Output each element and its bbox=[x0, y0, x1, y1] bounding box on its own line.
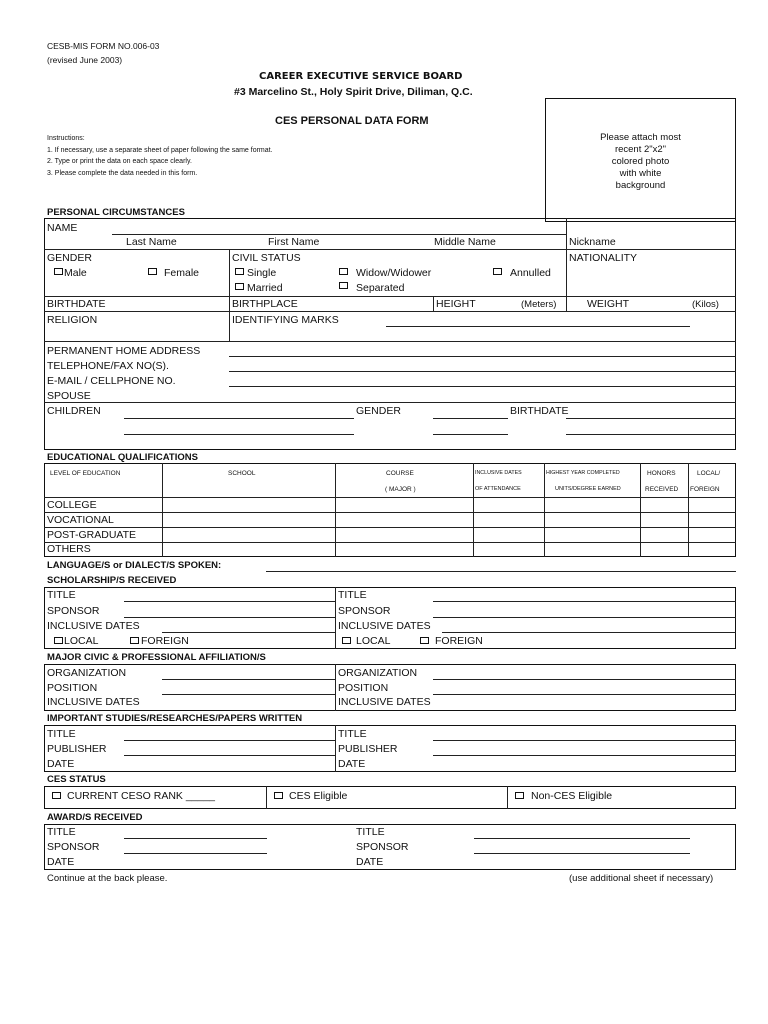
civic-position-2: POSITION bbox=[338, 682, 389, 694]
female-checkbox[interactable] bbox=[148, 268, 157, 275]
middle-name-label: Middle Name bbox=[434, 236, 496, 248]
civic-position-line-2[interactable] bbox=[433, 694, 736, 695]
height-label: HEIGHT bbox=[436, 298, 476, 310]
row-divider bbox=[44, 512, 736, 513]
children-label: CHILDREN bbox=[47, 405, 101, 417]
col-divider bbox=[640, 463, 641, 557]
scholarship-dates-2: INCLUSIVE DATES bbox=[338, 620, 431, 632]
scholarship-local-checkbox-1[interactable] bbox=[54, 637, 63, 644]
education-row-postgrad: POST-GRADUATE bbox=[47, 529, 137, 541]
child-gender-line-2[interactable] bbox=[433, 434, 508, 435]
award-title-line-2[interactable] bbox=[474, 838, 690, 839]
email-label: E-MAIL / CELLPHONE NO. bbox=[47, 375, 176, 387]
studies-publisher-line-2[interactable] bbox=[433, 755, 736, 756]
civic-position-line-1[interactable] bbox=[162, 694, 335, 695]
widow-checkbox[interactable] bbox=[339, 268, 348, 275]
col-divider bbox=[544, 463, 545, 557]
scholarship-foreign-checkbox-1[interactable] bbox=[130, 637, 139, 644]
annulled-checkbox[interactable] bbox=[493, 268, 502, 275]
spouse-label: SPOUSE bbox=[47, 390, 91, 402]
col-divider bbox=[335, 587, 336, 649]
award-date-2: DATE bbox=[356, 856, 384, 868]
col-divider bbox=[335, 664, 336, 711]
col-honors-2: RECEIVED bbox=[645, 486, 679, 493]
continue-note: Continue at the back please. bbox=[47, 873, 168, 884]
row-divider bbox=[44, 527, 736, 528]
annulled-label: Annulled bbox=[510, 267, 551, 279]
photo-line-4: with white bbox=[619, 168, 662, 179]
scholarship-foreign-2: FOREIGN bbox=[435, 635, 483, 647]
education-row-others: OTHERS bbox=[47, 543, 91, 555]
col-divider bbox=[266, 786, 267, 809]
row-divider bbox=[44, 311, 736, 312]
child-name-line-2[interactable] bbox=[124, 434, 354, 435]
col-local-2: FOREIGN bbox=[690, 486, 720, 493]
scholarship-local-checkbox-2[interactable] bbox=[342, 637, 351, 644]
scholarship-dates-line-1[interactable] bbox=[162, 632, 335, 633]
female-label: Female bbox=[164, 267, 200, 279]
ceso-rank-checkbox[interactable] bbox=[52, 792, 61, 799]
scholarship-sponsor-line-2[interactable] bbox=[433, 617, 736, 618]
non-ces-eligible-checkbox[interactable] bbox=[515, 792, 524, 799]
form-title: CES PERSONAL DATA FORM bbox=[275, 115, 429, 127]
awards-heading: AWARD/S RECEIVED bbox=[47, 812, 143, 823]
row-divider bbox=[44, 542, 736, 543]
scholarship-heading: SCHOLARSHIP/S RECEIVED bbox=[47, 575, 177, 586]
col-honors-1: HONORS bbox=[647, 470, 676, 477]
instructions-heading: Instructions: bbox=[47, 135, 85, 142]
language-label: LANGUAGE/S or DIALECT/S SPOKEN: bbox=[47, 560, 222, 571]
col-year-2: UNITS/DEGREE EARNED bbox=[555, 486, 621, 492]
scholarship-local-2: LOCAL bbox=[356, 635, 391, 647]
col-divider bbox=[335, 725, 336, 772]
civic-org-1: ORGANIZATION bbox=[47, 667, 127, 679]
studies-publisher-line-1[interactable] bbox=[124, 755, 335, 756]
gender-label: GENDER bbox=[47, 252, 92, 264]
birthplace-label: BIRTHPLACE bbox=[232, 298, 298, 310]
religion-label: RELIGION bbox=[47, 314, 98, 326]
education-row-vocational: VOCATIONAL bbox=[47, 514, 114, 526]
scholarship-dates-1: INCLUSIVE DATES bbox=[47, 620, 140, 632]
studies-heading: IMPORTANT STUDIES/RESEARCHES/PAPERS WRITTEN bbox=[47, 713, 303, 724]
civic-org-line-1[interactable] bbox=[162, 679, 335, 680]
col-divider bbox=[162, 463, 163, 557]
col-dates-1: INCLUSIVE DATES bbox=[475, 470, 522, 476]
scholarship-sponsor-1: SPONSOR bbox=[47, 605, 100, 617]
child-gender-label: GENDER bbox=[356, 405, 401, 417]
col-course: COURSE bbox=[386, 470, 414, 477]
civil-status-label: CIVIL STATUS bbox=[232, 252, 301, 264]
telephone-label: TELEPHONE/FAX NO(S). bbox=[47, 360, 169, 372]
male-label: Male bbox=[64, 267, 87, 279]
separated-label: Separated bbox=[356, 282, 405, 294]
child-birthdate-line-2[interactable] bbox=[566, 434, 736, 435]
col-level: LEVEL OF EDUCATION bbox=[50, 470, 121, 477]
instruction-3: 3. Please complete the data needed in this form. bbox=[47, 170, 198, 177]
scholarship-sponsor-2: SPONSOR bbox=[338, 605, 391, 617]
civic-heading: MAJOR CIVIC & PROFESSIONAL AFFILIATION/S bbox=[47, 652, 266, 663]
photo-line-3: colored photo bbox=[611, 156, 670, 167]
male-checkbox[interactable] bbox=[54, 268, 63, 275]
scholarship-title-line-1[interactable] bbox=[124, 601, 335, 602]
instruction-2: 2. Type or print the data on each space clearly. bbox=[47, 158, 192, 165]
photo-line-1: Please attach most bbox=[600, 132, 681, 143]
col-dates-2: OF ATTENDANCE bbox=[475, 486, 521, 492]
revised-date: (revised June 2003) bbox=[47, 55, 123, 65]
single-label: Single bbox=[247, 267, 277, 279]
award-sponsor-1: SPONSOR bbox=[47, 841, 100, 853]
col-divider bbox=[566, 296, 567, 312]
permanent-address-label: PERMANENT HOME ADDRESS bbox=[47, 345, 201, 357]
education-row-college: COLLEGE bbox=[47, 499, 97, 511]
award-sponsor-line-1[interactable] bbox=[124, 853, 267, 854]
scholarship-sponsor-line-1[interactable] bbox=[124, 617, 335, 618]
email-line[interactable] bbox=[229, 386, 736, 387]
row-divider bbox=[44, 402, 736, 403]
name-line[interactable] bbox=[112, 234, 566, 235]
name-label: NAME bbox=[47, 222, 78, 234]
widow-label: Widow/Widower bbox=[356, 267, 432, 279]
award-sponsor-2: SPONSOR bbox=[356, 841, 409, 853]
civic-org-line-2[interactable] bbox=[433, 679, 736, 680]
kilos-unit: (Kilos) bbox=[692, 299, 719, 310]
col-divider bbox=[229, 249, 230, 297]
personal-heading: PERSONAL CIRCUMSTANCES bbox=[47, 207, 185, 218]
studies-title-2: TITLE bbox=[338, 728, 367, 740]
telephone-line[interactable] bbox=[229, 371, 736, 372]
identifying-marks-label: IDENTIFYING MARKS bbox=[232, 314, 339, 326]
col-local-1: LOCAL/ bbox=[697, 470, 721, 477]
instruction-1: 1. If necessary, use a separate sheet of paper following the same format. bbox=[47, 147, 273, 154]
scholarship-foreign-checkbox-2[interactable] bbox=[420, 637, 429, 644]
col-year-1: HIGHEST YEAR COMPLETED bbox=[546, 470, 620, 476]
row-divider bbox=[44, 296, 736, 297]
last-name-label: Last Name bbox=[126, 236, 177, 248]
studies-date-1: DATE bbox=[47, 758, 75, 770]
award-sponsor-line-2[interactable] bbox=[474, 853, 690, 854]
award-title-line-1[interactable] bbox=[124, 838, 267, 839]
identifying-marks-line[interactable] bbox=[386, 326, 690, 327]
permanent-address-line[interactable] bbox=[229, 356, 736, 357]
studies-title-line-1[interactable] bbox=[124, 740, 335, 741]
studies-date-2: DATE bbox=[338, 758, 366, 770]
ces-eligible-checkbox[interactable] bbox=[274, 792, 283, 799]
language-line[interactable] bbox=[266, 571, 736, 572]
first-name-label: First Name bbox=[268, 236, 320, 248]
award-title-2: TITLE bbox=[356, 826, 385, 838]
award-date-1: DATE bbox=[47, 856, 75, 868]
civic-dates-2: INCLUSIVE DATES bbox=[338, 696, 431, 708]
col-divider bbox=[335, 463, 336, 557]
non-ces-eligible-label: Non-CES Eligible bbox=[531, 790, 613, 802]
agency-name: CAREER EXECUTIVE SERVICE BOARD bbox=[259, 71, 463, 82]
child-name-line-1[interactable] bbox=[124, 418, 354, 419]
meters-unit: (Meters) bbox=[521, 299, 557, 310]
civic-org-2: ORGANIZATION bbox=[338, 667, 418, 679]
form-number: CESB-MIS FORM NO.006-03 bbox=[47, 41, 160, 51]
single-checkbox[interactable] bbox=[235, 268, 244, 275]
scholarship-title-1: TITLE bbox=[47, 589, 76, 601]
birthdate-label: BIRTHDATE bbox=[47, 298, 106, 310]
nationality-label: NATIONALITY bbox=[569, 252, 638, 264]
married-label: Married bbox=[247, 282, 283, 294]
scholarship-title-line-2[interactable] bbox=[433, 601, 736, 602]
photo-line-2: recent 2"x2" bbox=[614, 144, 667, 155]
additional-sheet-note: (use additional sheet if necessary) bbox=[569, 873, 714, 884]
nickname-label: Nickname bbox=[569, 236, 616, 248]
married-checkbox[interactable] bbox=[235, 283, 244, 290]
civic-position-1: POSITION bbox=[47, 682, 98, 694]
col-divider bbox=[566, 249, 567, 297]
row-divider bbox=[44, 341, 736, 342]
weight-label: WEIGHT bbox=[587, 298, 629, 310]
studies-publisher-1: PUBLISHER bbox=[47, 743, 107, 755]
col-divider bbox=[433, 296, 434, 312]
col-school: SCHOOL bbox=[228, 470, 256, 477]
award-title-1: TITLE bbox=[47, 826, 76, 838]
scholarship-local-1: LOCAL bbox=[64, 635, 99, 647]
scholarship-title-2: TITLE bbox=[338, 589, 367, 601]
row-divider bbox=[44, 249, 736, 250]
photo-line-5: background bbox=[615, 180, 666, 191]
child-birthdate-label: BIRTHDATE bbox=[510, 405, 569, 417]
nickname-divider bbox=[566, 218, 567, 250]
col-divider bbox=[507, 786, 508, 809]
separated-checkbox[interactable] bbox=[339, 282, 348, 289]
row-divider bbox=[44, 497, 736, 498]
studies-title-1: TITLE bbox=[47, 728, 76, 740]
education-heading: EDUCATIONAL QUALIFICATIONS bbox=[47, 452, 198, 463]
scholarship-dates-line-2[interactable] bbox=[442, 632, 736, 633]
col-divider bbox=[688, 463, 689, 557]
ceso-rank-label: CURRENT CESO RANK _____ bbox=[67, 790, 216, 802]
col-major: ( MAJOR ) bbox=[385, 486, 416, 493]
col-divider bbox=[473, 463, 474, 557]
scholarship-foreign-1: FOREIGN bbox=[141, 635, 189, 647]
agency-address: #3 Marcelino St., Holy Spirit Drive, Diliman, Q.C. bbox=[234, 86, 473, 98]
ces-eligible-label: CES Eligible bbox=[289, 790, 348, 802]
child-gender-line-1[interactable] bbox=[433, 418, 508, 419]
studies-title-line-2[interactable] bbox=[433, 740, 736, 741]
ces-status-heading: CES STATUS bbox=[47, 774, 106, 785]
studies-publisher-2: PUBLISHER bbox=[338, 743, 398, 755]
civic-dates-1: INCLUSIVE DATES bbox=[47, 696, 140, 708]
child-birthdate-line-1[interactable] bbox=[566, 418, 736, 419]
col-divider bbox=[229, 296, 230, 342]
